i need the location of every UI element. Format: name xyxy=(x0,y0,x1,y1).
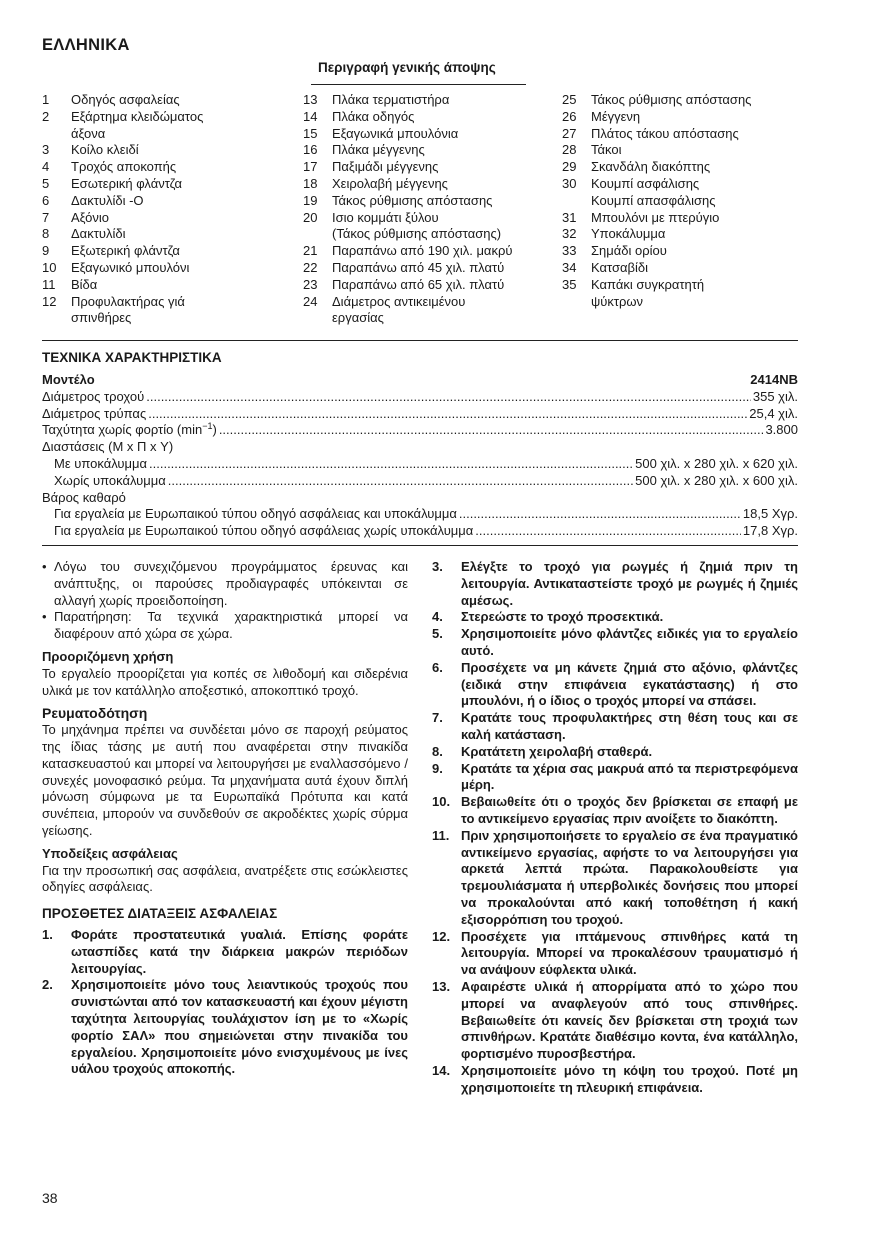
left-text-column xyxy=(42,559,408,1078)
overview-item-number: 4 xyxy=(42,159,50,175)
safety-rule-number: 5. xyxy=(432,626,443,642)
overview-item-label: Χειρολαβή μέγγενης xyxy=(332,175,448,191)
right-text-column xyxy=(432,559,798,1097)
dot-leader xyxy=(148,406,747,423)
divider-specs-top xyxy=(42,340,798,341)
overview-item-number: 10 xyxy=(42,259,57,275)
safety-rule xyxy=(432,626,798,660)
safety-rule-number: 10. xyxy=(432,794,451,810)
bullet-item xyxy=(42,559,408,609)
overview-item-label: Σημάδι ορίου xyxy=(591,243,667,259)
overview-item-number: 12 xyxy=(42,293,57,309)
overview-item-number: 34 xyxy=(562,259,577,275)
overview-item-label: Παξιμάδι μέγγενης xyxy=(332,159,439,175)
safety-rule xyxy=(432,761,798,795)
spec-value: 500 χιλ. x 280 χιλ. x 620 χιλ. xyxy=(635,455,798,471)
safety-rule-text: Βεβαιωθείτε ότι ο τροχός δεν βρίσκεται σε επαφή με το αντικείμενο εργασίας πριν ανοίξετε το διακόπτη. xyxy=(461,794,798,826)
dot-leader xyxy=(149,456,633,473)
overview-item-number: 5 xyxy=(42,175,50,191)
overview-item-number: 33 xyxy=(562,243,577,259)
overview-item-label: Οδηγός ασφαλείας xyxy=(71,92,180,107)
spec-row-wheel-diameter xyxy=(42,389,798,406)
overview-item-label: Παραπάνω από 65 χιλ. πλατύ xyxy=(332,276,505,292)
overview-item-number: 21 xyxy=(303,243,318,259)
safety-rule xyxy=(432,660,798,710)
overview-column-2 xyxy=(303,92,558,327)
bullet-item xyxy=(42,609,408,643)
overview-item-label-continued: Κουμπί απασφάλισης xyxy=(591,192,716,208)
safety-rule-text: Κρατάτετη χειρολαβή σταθερά. xyxy=(461,743,653,759)
dot-leader xyxy=(146,389,751,406)
overview-item xyxy=(42,92,297,109)
safety-rule-number: 12. xyxy=(432,928,451,944)
specs-title: ΤΕΧΝΙΚΑ ΧΑΡΑΚΤΗΡΙΣΤΙΚΑ xyxy=(42,350,222,365)
bullet-text: Παρατήρηση: Τα τεχνικά χαρακτηριστικά μπορεί να διαφέρουν από χώρα σε χώρα. xyxy=(54,609,408,642)
safety-rule-number: 13. xyxy=(432,978,451,994)
safety-rule xyxy=(432,828,798,929)
overview-item-number: 6 xyxy=(42,192,50,208)
spec-label: Με υποκάλυμμα xyxy=(54,455,148,471)
overview-item-number: 18 xyxy=(303,175,318,191)
safety-rule xyxy=(42,977,408,1078)
overview-item-label: Καπάκι συγκρατητή xyxy=(591,276,705,292)
overview-item-number: 2 xyxy=(42,108,50,124)
overview-item-number: 22 xyxy=(303,259,318,275)
spec-label xyxy=(42,422,217,439)
overview-item xyxy=(562,243,820,260)
overview-item-number: 1 xyxy=(42,92,50,107)
dot-leader xyxy=(219,422,764,439)
overview-item xyxy=(562,277,820,294)
overview-item-label-continued: εργασίας xyxy=(332,310,384,326)
overview-item xyxy=(303,260,558,277)
safety-rules-list-right xyxy=(432,559,798,1097)
divider-specs-bottom xyxy=(42,545,798,546)
overview-item xyxy=(303,294,558,311)
overview-item xyxy=(303,159,558,176)
overview-item xyxy=(562,260,820,277)
specs-table xyxy=(42,372,798,540)
overview-title: Περιγραφή γενικής άποψης xyxy=(318,60,496,75)
spec-label-close: ) xyxy=(212,422,217,438)
overview-item-number: 16 xyxy=(303,142,318,158)
overview-item-number: 31 xyxy=(562,209,577,225)
overview-item xyxy=(42,294,297,311)
overview-item xyxy=(303,142,558,159)
safety-rule-text: Φοράτε προστατευτικά γυαλιά. Επίσης φοράτε ωτασπίδες κατά την διάρκεια μακρών περιόδων λειτουργίας. xyxy=(71,926,408,976)
overview-item xyxy=(42,277,297,294)
overview-item-label: Εξάρτημα κλειδώματος xyxy=(71,108,204,124)
overview-item-label: Εξαγωνικά μπουλόνια xyxy=(332,125,459,141)
overview-item-label: Μέγγενη xyxy=(591,108,641,124)
overview-item-label: Ισιο κομμάτι ξύλου xyxy=(332,209,439,225)
spec-row-dims-with-cover xyxy=(42,456,798,473)
overview-item-label: Δακτυλίδι xyxy=(71,226,126,242)
overview-item-label: Προφυλακτήρας γιά xyxy=(71,293,185,309)
overview-item xyxy=(562,92,820,109)
safety-rule xyxy=(432,609,798,626)
overview-item-label: Κουμπί ασφάλισης xyxy=(591,175,700,191)
overview-item-label-continued: ψύκτρων xyxy=(591,293,644,309)
safety-rules-list-left xyxy=(42,927,408,1078)
overview-item-number: 23 xyxy=(303,276,318,292)
overview-item-label: Βίδα xyxy=(71,276,98,292)
overview-item-number: 9 xyxy=(42,243,50,259)
overview-item-label: Υποκάλυμμα xyxy=(591,226,666,242)
safety-rule xyxy=(432,1063,798,1097)
spec-value: 500 χιλ. x 280 χιλ. x 600 χιλ. xyxy=(635,472,798,488)
overview-item xyxy=(42,159,297,176)
overview-item xyxy=(303,277,558,294)
overview-item-number: 25 xyxy=(562,92,577,107)
overview-item xyxy=(562,176,820,193)
spec-row-hole-diameter xyxy=(42,406,798,423)
overview-item-label: Πλάκα οδηγός xyxy=(332,108,415,124)
dot-leader xyxy=(475,523,741,540)
spec-label: Διάμετρος τροχού xyxy=(42,388,145,404)
safety-rule-number: 2. xyxy=(42,977,53,993)
overview-item xyxy=(303,210,558,227)
overview-item-label: Τάκος ρύθμισης απόστασης xyxy=(591,92,752,107)
overview-item-label: Σκανδάλη διακόπτης xyxy=(591,159,711,175)
spec-value: 3.800 xyxy=(765,422,798,438)
safety-rule-number: 6. xyxy=(432,659,443,675)
spec-label: Διάμετρος τρύπας xyxy=(42,405,147,421)
overview-item-number: 28 xyxy=(562,142,577,158)
overview-item-label-continued: (Τάκος ρύθμισης απόστασης) xyxy=(332,226,502,242)
overview-item-number: 14 xyxy=(303,108,318,124)
overview-item xyxy=(562,159,820,176)
overview-item-number: 7 xyxy=(42,209,50,225)
spec-label-superscript: −1 xyxy=(202,421,213,432)
overview-item xyxy=(303,243,558,260)
overview-item-label: Τροχός αποκοπής xyxy=(71,159,177,175)
overview-item-label: Εσωτερική φλάντζα xyxy=(71,175,183,191)
overview-item xyxy=(42,109,297,126)
safety-rule-text: Κρατάτε τα χέρια σας μακρυά από τα περιστρεφόμενα μέρη. xyxy=(461,760,798,793)
overview-item-label-continued: σπινθήρες xyxy=(71,310,132,326)
safety-rule-text: Ελέγξτε το τροχό για ρωγμές ή ζημιά πριν τη λειτουργία. Αντικαταστείστε τροχό με ρωγμές ή ζημιές αμέσως. xyxy=(461,559,798,608)
safety-rule-number: 14. xyxy=(432,1062,451,1078)
overview-item xyxy=(42,193,297,210)
overview-item-number: 17 xyxy=(303,159,318,175)
overview-item-number: 32 xyxy=(562,226,577,242)
safety-rule-text: Προσέχετε να μη κάνετε ζημιά στο αξόνιο, φλάντζες (ειδικά στην επιφάνεια εγκατάστασης) ή στο μπουλόνι, ή ο ίδιος ο τροχός μπορεί να σπάσει. xyxy=(461,659,798,709)
overview-item-number: 35 xyxy=(562,276,577,292)
overview-title-underline xyxy=(311,84,526,85)
spec-row-weight-with-cover xyxy=(42,506,798,523)
overview-item-number: 24 xyxy=(303,293,318,309)
safety-rule-text: Κρατάτε τους προφυλακτήρες στη θέση τους και σε καλή κατάσταση. xyxy=(461,710,798,742)
overview-item xyxy=(303,193,558,210)
overview-column-3 xyxy=(562,92,820,310)
overview-item-label: Εξωτερική φλάντζα xyxy=(71,243,180,259)
overview-item-number: 30 xyxy=(562,175,577,191)
overview-item xyxy=(42,243,297,260)
spec-label-text: Ταχύτητα χωρίς φορτίο (min xyxy=(42,422,203,438)
safety-rule-text: Χρησιμοποιείτε μόνο τη κόψη του τροχού. Ποτέ μη χρησιμοποιείτε τη πλευρική επιφάνεια. xyxy=(461,1062,798,1095)
safety-rule xyxy=(432,710,798,744)
overview-item xyxy=(562,210,820,227)
overview-item xyxy=(562,142,820,159)
overview-item-number: 8 xyxy=(42,226,50,242)
overview-item xyxy=(303,176,558,193)
language-title: ΕΛΛΗΝΙΚΑ xyxy=(42,36,130,54)
overview-item-label: Αξόνιο xyxy=(71,209,109,225)
overview-item xyxy=(303,109,558,126)
safety-rule-number: 3. xyxy=(432,559,443,574)
intended-use-text: Το εργαλείο προορίζεται για κοπές σε λιθοδομή και σιδερένια υλικά με τον κατάλληλο αποξεστικό, αποκοπτικό τροχό. xyxy=(42,665,408,698)
safety-rule xyxy=(432,744,798,761)
safety-rule-number: 9. xyxy=(432,760,443,776)
safety-rule-number: 11. xyxy=(432,827,450,843)
spec-row-weight-without-cover xyxy=(42,523,798,540)
overview-item xyxy=(42,260,297,277)
overview-item-number: 15 xyxy=(303,125,318,141)
safety-rule-text: Προσέχετε για ιπτάμενους σπινθήρες κατά τη λειτουργία. Μπορεί να προκαλέσουν τραυματισμό ή να ανάψουν εύφλεκτα υλικά. xyxy=(461,928,798,978)
overview-item-label: Πλάκα τερματιστήρα xyxy=(332,92,450,107)
overview-item xyxy=(42,176,297,193)
spec-model-value: 2414NB xyxy=(750,372,798,387)
spec-row-no-load-speed xyxy=(42,422,798,439)
intended-use-title: Προοριζόμενη χρήση xyxy=(42,648,174,664)
safety-rule-number: 4. xyxy=(432,609,443,625)
overview-item-number: 19 xyxy=(303,192,318,208)
spec-model-row xyxy=(42,372,798,389)
overview-item xyxy=(562,226,820,243)
safety-rule xyxy=(432,794,798,828)
overview-item-number: 11 xyxy=(42,276,56,292)
overview-item-number: 20 xyxy=(303,209,318,225)
overview-item-number: 13 xyxy=(303,92,318,107)
overview-item xyxy=(42,226,297,243)
overview-item-label: Μπουλόνι με πτερύγιο xyxy=(591,209,720,225)
overview-item xyxy=(42,142,297,159)
overview-item-label: Παραπάνω από 45 χιλ. πλατύ xyxy=(332,259,505,275)
overview-item xyxy=(42,210,297,227)
overview-item-label: Εξαγωνικό μπουλόνι xyxy=(71,259,190,275)
bullet-icon: • xyxy=(42,559,47,574)
safety-rule-text: Πριν χρησιμοποιήσετε το εργαλείο σε ένα πραγματικό αντικείμενο εργασίας, αφήστε το να λειτουργήσει για αρκετά λεπτά πρώτα. Παρακολουθείστε για τρεμουλιάσματα ή υπερβολικές δονήσεις που μπορεί να προκαλούνται από κακή τοποθέτηση ή κακή εξισορρόπιση του τροχού. xyxy=(461,827,798,927)
overview-item xyxy=(562,109,820,126)
spec-model-label: Μοντέλο xyxy=(42,372,95,387)
safety-rule xyxy=(42,927,408,977)
safety-rule-number: 8. xyxy=(432,743,443,759)
overview-item-label: Τάκος ρύθμισης απόστασης xyxy=(332,192,493,208)
overview-item-number: 27 xyxy=(562,125,577,141)
spec-label: Χωρίς υποκάλυμμα xyxy=(54,472,166,488)
overview-item-label: Πλάτος τάκου απόστασης xyxy=(591,125,739,141)
safety-rule-text: Στερεώστε το τροχό προσεκτικά. xyxy=(461,609,664,625)
safety-hints-title: Υποδείξεις ασφάλειας xyxy=(42,845,178,861)
dot-leader xyxy=(168,473,633,490)
safety-rule xyxy=(432,929,798,979)
spec-value: 18,5 Χγρ. xyxy=(742,506,798,522)
overview-column-1 xyxy=(42,92,297,327)
spec-label: Για εργαλεία με Ευρωπαικού τύπου οδηγό ασφάλειας χωρίς υποκάλυμμα xyxy=(54,523,474,539)
spec-net-weight-label: Βάρος καθαρό xyxy=(42,489,126,505)
spec-dimensions-label: Διαστάσεις (Μ x Π x Υ) xyxy=(42,439,174,455)
overview-item-number: 26 xyxy=(562,108,577,124)
safety-rule-number: 1. xyxy=(42,926,53,942)
overview-item xyxy=(303,126,558,143)
safety-rule-text: Χρησιμοποιείτε μόνο φλάντζες ειδικές για το εργαλείο αυτό. xyxy=(461,626,798,658)
overview-item-label: Δακτυλίδι -Ο xyxy=(71,192,144,208)
spec-row-dims-without-cover xyxy=(42,473,798,490)
safety-rule xyxy=(432,979,798,1063)
overview-item-label: Κοίλο κλειδί xyxy=(71,142,139,158)
safety-rule-text: Αφαιρέστε υλικά ή απορρίματα από το χώρο που μπορεί να αναφλεγούν από τους σπινθήρες. Βεβαιωθείτε ότι κανείς δεν βρίσκεται στη τροχιά των σπινθήρων. Κρατάτε διαθέσιμο κοντα, ένα κατάλληλο, φορτισμένο πυροσβεστήρα. xyxy=(461,978,798,1062)
bullet-text: Λόγω του συνεχιζόμενου προγράμματος έρευνας και ανάπτυξης, οι παρούσες προδιαγραφές υπόκεινται σε αλλαγή χωρίς προειδοποίηση. xyxy=(54,559,408,608)
safety-hints-text: Για την προσωπική σας ασφάλεια, ανατρέξετε στις εσώκλειστες οδηγίες ασφάλειας. xyxy=(42,862,408,895)
overview-item xyxy=(303,92,558,109)
overview-item-label: Παραπάνω από 190 χιλ. μακρύ xyxy=(332,243,513,259)
power-supply-text: Το μηχάνημα πρέπει να συνδέεται μόνο σε παροχή ρεύματος της ίδιας τάσης με αυτή που αναφέρεται στην πινακίδα κατασκευαστού και μπορεί να λειτουργήσει με εναλλασσόμενο /συνεχές μονοφασικό ρεύμα. Τα μηχανήματα αυτά έχουν διπλή μόνωση σύμφωνα με τα Ευρωπαϊκά Πρότυπα και κατά συνέπεια, μπορούν να συνδεθούν σε ακροδέκτες χωρίς σύρμα γείωσης. xyxy=(42,722,408,838)
dot-leader xyxy=(459,506,741,523)
overview-item-number: 3 xyxy=(42,142,50,158)
spec-value: 355 χιλ. xyxy=(752,388,798,404)
safety-rule-number: 7. xyxy=(432,710,443,726)
spec-value: 25,4 χιλ. xyxy=(749,405,798,421)
spec-label: Για εργαλεία με Ευρωπαικού τύπου οδηγό ασφάλειας και υποκάλυμμα xyxy=(54,506,457,522)
power-supply-title: Ρευματοδότηση xyxy=(42,705,148,722)
safety-rule xyxy=(432,559,798,609)
page-number: 38 xyxy=(42,1190,58,1206)
overview-item-label: Τάκοι xyxy=(591,142,622,158)
overview-item xyxy=(562,126,820,143)
overview-item-label: Κατσαβίδι xyxy=(591,259,649,275)
spec-value: 17,8 Χγρ. xyxy=(742,523,798,539)
additional-safety-rules-title: ΠΡΟΣΘΕΤΕΣ ΔΙΑΤΑΞΕΙΣ ΑΣΦΑΛΕΙΑΣ xyxy=(42,906,278,922)
overview-item-label: Πλάκα μέγγενης xyxy=(332,142,425,158)
overview-item-label-continued: άξονα xyxy=(71,125,106,141)
overview-item-number: 29 xyxy=(562,159,577,175)
safety-rule-text: Χρησιμοποιείτε μόνο τους λειαντικούς τροχούς που συνιστώνται από τον κατασκευαστή και έχουν μέγιστη ταχύτητα λειτουργίας τουλάχιστον ίση με το «Χωρίς φορτίο ΣΑΛ» που σημειώνεται στην πινακίδα του εργαλείου. Χρησιμοποιείτε μόνο ενισχυμένους με ίνες υάλου τροχούς αποκοπής. xyxy=(71,977,408,1077)
bullet-icon: • xyxy=(42,609,47,625)
overview-item-label: Διάμετρος αντικειμένου xyxy=(332,293,466,309)
